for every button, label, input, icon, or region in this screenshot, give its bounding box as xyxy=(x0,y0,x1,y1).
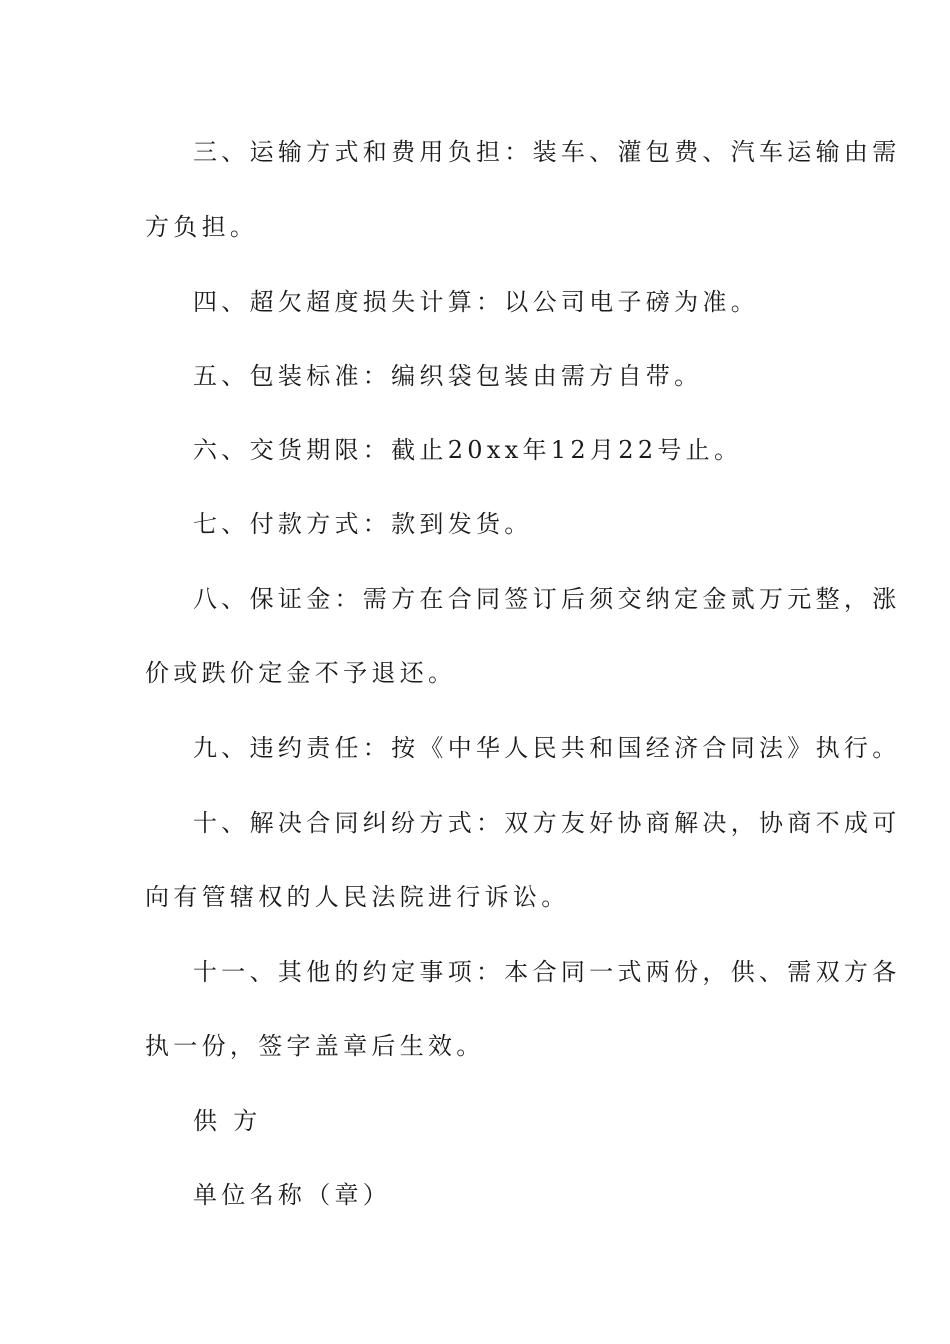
clause-7: 七、付款方式：款到发货。 xyxy=(193,510,533,538)
clause-8-line-2: 价或跌价定金不予退还。 xyxy=(145,659,457,687)
clause-9: 九、违约责任：按《中华人民共和国经济合同法》执行。 xyxy=(193,734,901,762)
clause-8-line-1: 八、保证金：需方在合同签订后须交纳定金贰万元整，涨 xyxy=(193,585,901,613)
clause-11-line-2: 执一份，签字盖章后生效。 xyxy=(145,1032,485,1060)
unit-name-seal-label: 单位名称（章） xyxy=(193,1181,392,1209)
clause-11-line-1: 十一、其他的约定事项：本合同一式两份，供、需双方各 xyxy=(193,958,901,986)
clause-5: 五、包装标准：编织袋包装由需方自带。 xyxy=(193,362,703,390)
clause-3-line-2: 方负担。 xyxy=(145,213,259,241)
supplier-label: 供 方 xyxy=(193,1107,262,1135)
clause-10-line-1: 十、解决合同纠纷方式：双方友好协商解决，协商不成可 xyxy=(193,809,901,837)
clause-10-line-2: 向有管辖权的人民法院进行诉讼。 xyxy=(145,883,570,911)
clause-4: 四、超欠超度损失计算：以公司电子磅为准。 xyxy=(193,288,759,316)
clause-6: 六、交货期限：截止20xx年12月22号止。 xyxy=(193,436,743,464)
clause-3-line-1: 三、运输方式和费用负担：装车、灌包费、汽车运输由需 xyxy=(193,138,901,166)
